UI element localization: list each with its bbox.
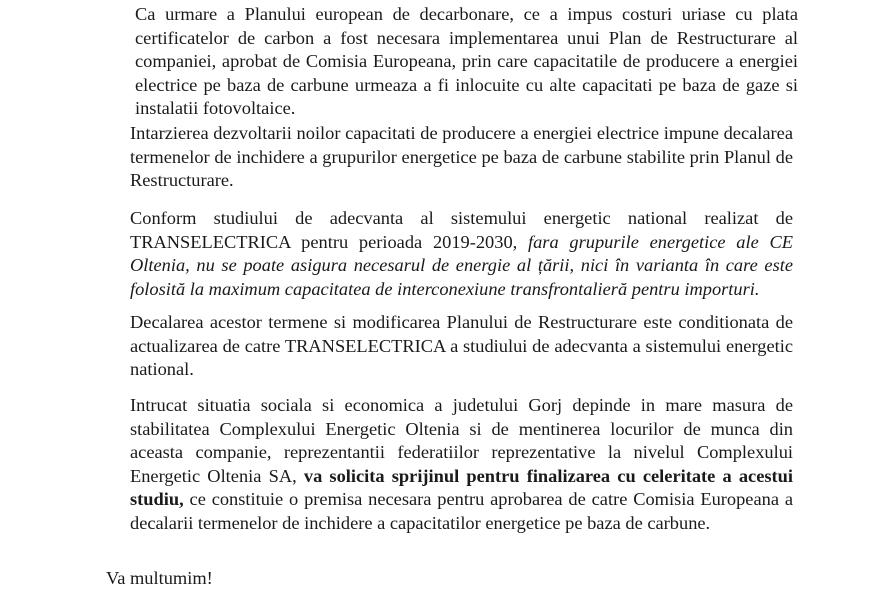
paragraph-support-request bbox=[104, 394, 793, 535]
paragraph-decarbonization-plan: Ca urmare a Planului european de decarbonare, ce a impus costuri uriase cu plata certificatelor de carbon a fost necesara implementarea unui Plan de Restructurare al companiei, aprobat de Comisia Europeana, prin care capacitatile de producere a energiei electrice pe baza de carbune urmeaza a fi inlocuite cu alte capacitati pe baza de gaze si instalatii fotovoltaice. bbox=[135, 4, 798, 118]
support-request-bold: va solicita sprijinul pentru finalizarea cu celeritate a acestui studiu, bbox=[130, 465, 793, 509]
support-request-text: Intrucat situatia sociala si economica a judetului Gorj depinde in mare masura de stabilitatea Complexului Energetic Oltenia si de mentinerea locurilor de munca din aceasta companie, reprezentantii federatiilor reprezentative la nivelul Complexului Energetic Oltenia SA, bbox=[130, 395, 793, 486]
paragraph-restructuring-condition: Decalarea acestor termene si modificarea Planului de Restructurare este conditionata de actualizarea de catre TRANSELECTRICA a studiului de adecvanta a sistemului energetic national. bbox=[130, 312, 793, 379]
paragraph-closure-delay: Intarzierea dezvoltarii noilor capacitati de producere a energiei electrice impune decalarea termenelor de inchidere a grupurilor energetice pe baza de carbune stabilite prin Planul de Restructurare. bbox=[130, 123, 793, 190]
adequacy-study-text: Conform studiului de adecvanta al sistemului energetic national realizat de TRANSELECTRICA pentru perioada 2019-2030, bbox=[130, 208, 793, 252]
paragraph-adequacy-study bbox=[104, 207, 793, 301]
support-request-tail: ce constituie o premisa necesara pentru aprobarea de catre Comisia Europeana a decalarii termenelor de inchidere a capacitatilor energetice pe baza de carbune. bbox=[130, 489, 793, 533]
adequacy-study-italic-quote: fara grupurile energetice ale CE Oltenia, nu se poate asigura necesarul de energie al țării, nici în varianta în care este folosită la maximum capacitatea de interconexiune transfrontalieră pentru importuri. bbox=[130, 231, 793, 299]
closing-thanks: Va multumim! bbox=[106, 568, 213, 588]
